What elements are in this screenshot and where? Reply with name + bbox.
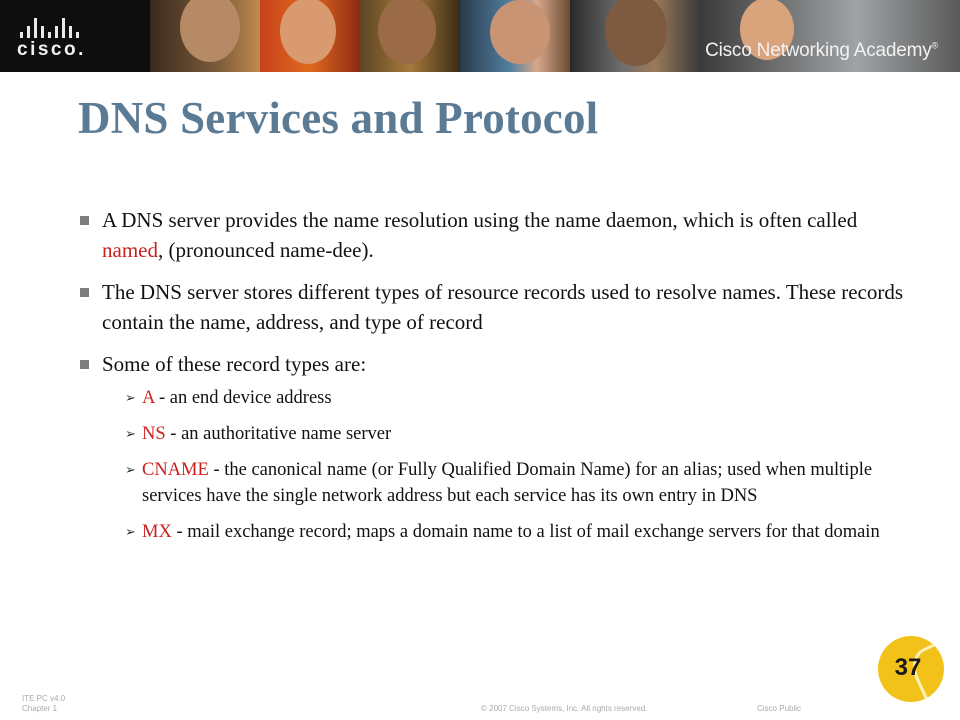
banner-photo-4 — [460, 0, 570, 72]
arrow-bullet-icon: ➢ — [125, 426, 136, 441]
record-item — [124, 519, 908, 545]
page-number: 37 — [894, 654, 922, 681]
cisco-wordmark: cisco. — [17, 39, 86, 60]
bullet-item: A DNS server provides the name resolution using the name daemon, which is often called named, (pronounced name-dee). — [78, 205, 908, 265]
banner-photo-3 — [360, 0, 460, 72]
square-bullet-icon — [80, 216, 89, 225]
bullet-item: Some of these record types are: — [78, 349, 908, 379]
cisco-bars-icon — [20, 16, 84, 38]
footer-course: ITE PC v4.0 — [22, 694, 66, 703]
footer-classification: Cisco Public — [757, 704, 802, 713]
record-item — [124, 385, 908, 411]
arrow-bullet-icon: ➢ — [125, 462, 136, 477]
record-desc: - mail exchange record; maps a domain name to a list of mail exchange servers for that domain — [171, 522, 880, 542]
record-type: NS — [142, 424, 166, 444]
record-desc: - the canonical name (or Fully Qualified Domain Name) for an alias; used when multiple services have the single network address but each service has its own entry in DNS — [142, 460, 873, 506]
cisco-logo — [0, 0, 150, 72]
highlight-text: named — [102, 238, 158, 262]
footer-chapter: Chapter 1 — [22, 704, 58, 713]
record-type: CNAME — [142, 460, 209, 480]
record-desc: - an authoritative name server — [165, 424, 392, 444]
arrow-bullet-icon: ➢ — [125, 390, 136, 405]
square-bullet-icon — [80, 360, 89, 369]
header-banner — [0, 0, 960, 72]
banner-photo-2 — [260, 0, 360, 72]
banner-photo-5 — [570, 0, 700, 72]
slide-content — [78, 205, 908, 555]
record-type: A — [142, 388, 155, 408]
bullet-item: The DNS server stores different types of resource records used to resolve names. These records contain the name, address, and type of record — [78, 277, 908, 337]
networking-academy-label: Cisco Networking Academy® — [705, 40, 938, 61]
record-item — [124, 421, 908, 447]
arrow-bullet-icon: ➢ — [125, 524, 136, 539]
record-item — [124, 457, 908, 509]
record-type: MX — [142, 522, 172, 542]
page-number-badge — [878, 636, 944, 702]
square-bullet-icon — [80, 288, 89, 297]
record-desc: - an end device address — [154, 388, 332, 408]
footer-copyright: © 2007 Cisco Systems, Inc. All rights reserved. — [481, 704, 648, 713]
banner-photo-1 — [150, 0, 260, 72]
slide-title: DNS Services and Protocol — [78, 93, 599, 143]
